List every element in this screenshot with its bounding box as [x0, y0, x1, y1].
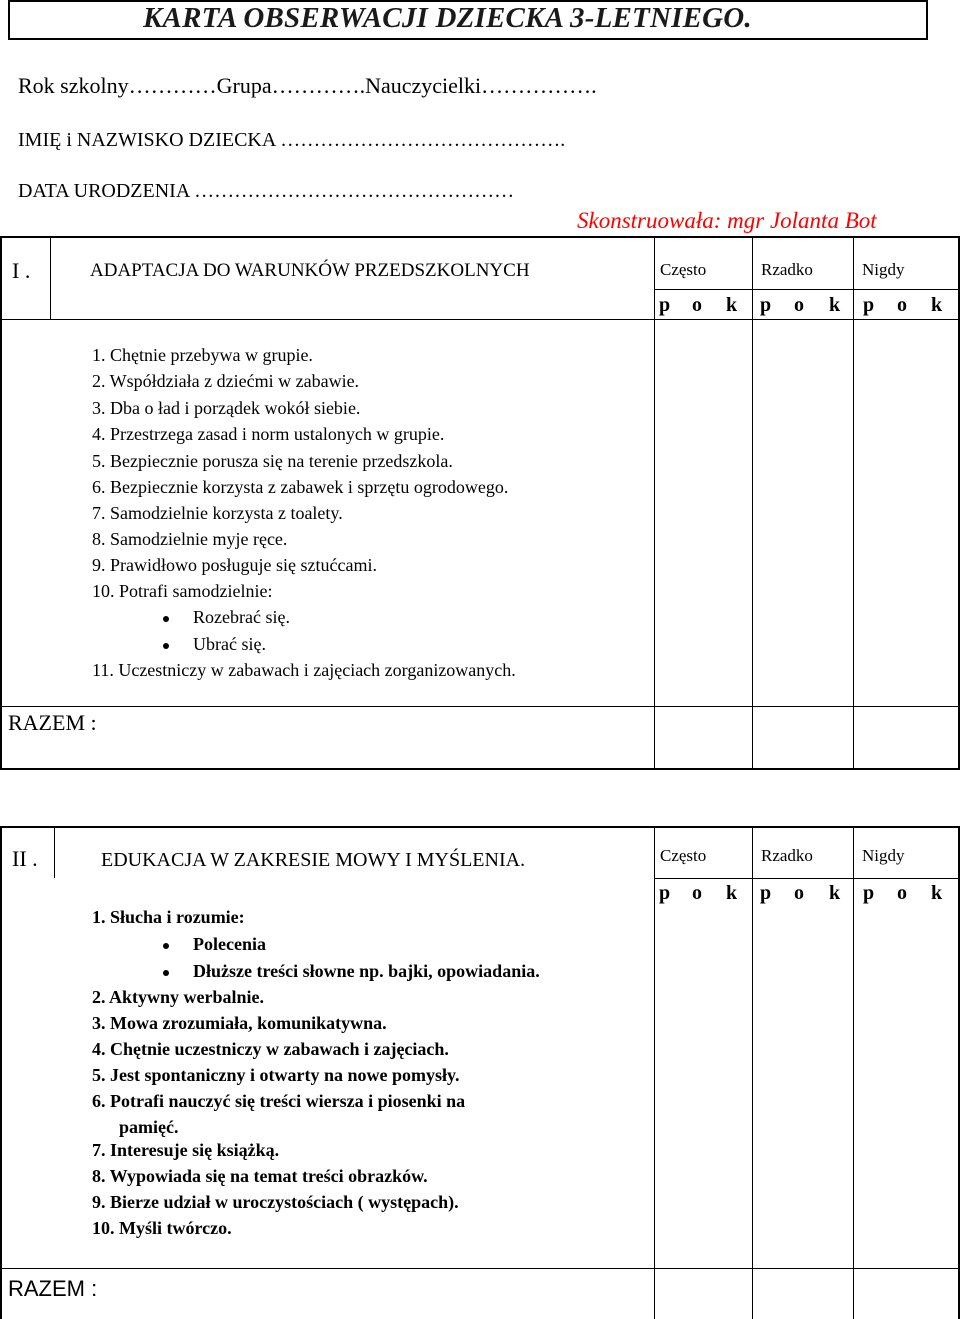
table2-pok-divider [654, 878, 960, 879]
bullet-icon [163, 970, 169, 976]
section1-col-rzadko: Rzadko [761, 260, 813, 279]
section1-pok-label: o [794, 294, 804, 316]
section1-col-czesto: Często [660, 260, 707, 279]
section2-pok-label: p [760, 882, 772, 904]
table2-number-divider [54, 826, 55, 878]
section1-pok-label: p [659, 294, 671, 316]
section1-subitem: Ubrać się. [193, 634, 266, 654]
table1-top-border [0, 236, 960, 238]
section2-pok-label: k [829, 882, 841, 904]
section2-subitem: Polecenia [193, 934, 266, 954]
section1-subitem: Rozebrać się. [193, 607, 290, 627]
section2-total-label: RAZEM : [8, 1276, 98, 1301]
section2-item: 7. Interesuje się książką. [92, 1140, 280, 1160]
section2-item: 3. Mowa zrozumiała, komunikatywna. [92, 1013, 387, 1033]
section1-item: 9. Prawidłowo posługuje się sztućcami. [92, 555, 377, 575]
author-credit: Skonstruowała: mgr Jolanta Bot [577, 208, 877, 233]
section2-item: 5. Jest spontaniczny i otwarty na nowe pomysły. [92, 1065, 460, 1085]
section1-item: 10. Potrafi samodzielnie: [92, 581, 273, 601]
school-year-group-teachers-field: Rok szkolny…………Grupa………….Nauczycielki……………. [18, 73, 597, 98]
section1-item: 8. Samodzielnie myje ręce. [92, 529, 288, 549]
section2-item: 10. Myśli twórczo. [92, 1218, 232, 1238]
section2-item: 9. Bierze udział w uroczystościach ( występach). [92, 1192, 459, 1212]
section2-col-rzadko: Rzadko [761, 846, 813, 865]
section1-pok-label: k [931, 294, 943, 316]
table1-col-divider-1 [654, 236, 655, 770]
section1-item: 2. Współdziała z dziećmi w zabawie. [92, 371, 360, 391]
section1-number: I . [12, 258, 31, 283]
table2-col-divider-1 [654, 826, 655, 1319]
document-title: KARTA OBSERWACJI DZIECKA 3-LETNIEGO. [143, 2, 752, 34]
section1-col-nigdy: Nigdy [862, 260, 905, 279]
table2-col-divider-2 [752, 826, 753, 1319]
section1-pok-label: o [897, 294, 907, 316]
section1-pok-label: p [760, 294, 772, 316]
table2-total-divider [0, 1268, 960, 1269]
section2-item: 4. Chętnie uczestniczy w zabawach i zajęciach. [92, 1039, 449, 1059]
table1-col-divider-3 [853, 236, 854, 770]
section2-pok-label: p [659, 882, 671, 904]
section2-number: II . [12, 846, 38, 871]
section1-total-label: RAZEM : [8, 710, 97, 735]
section1-pok-label: p [863, 294, 875, 316]
section2-subitem: Dłuższe treści słowne np. bajki, opowiadania. [193, 961, 540, 981]
table2-top-border [0, 826, 960, 828]
section1-item: 3. Dba o ład i porządek wokół siebie. [92, 398, 361, 418]
table1-header-divider [0, 319, 960, 320]
bullet-icon [163, 943, 169, 949]
table1-col-divider-2 [752, 236, 753, 770]
bullet-icon [163, 616, 169, 622]
table1-bottom-border [0, 768, 960, 770]
child-name-field: IMIĘ i NAZWISKO DZIECKA ……………………………………. [18, 129, 566, 151]
section2-col-nigdy: Nigdy [862, 846, 905, 865]
section1-item: 1. Chętnie przebywa w grupie. [92, 345, 313, 365]
section1-item: 4. Przestrzega zasad i norm ustalonych w grupie. [92, 424, 445, 444]
section1-pok-label: k [829, 294, 841, 316]
section2-pok-label: k [726, 882, 738, 904]
section1-item: 11. Uczestniczy w zabawach i zajęciach zorganizowanych. [92, 660, 516, 680]
table1-left-border [0, 236, 2, 770]
section1-title: ADAPTACJA DO WARUNKÓW PRZEDSZKOLNYCH [90, 260, 530, 281]
section1-item: 7. Samodzielnie korzysta z toalety. [92, 503, 343, 523]
section1-item: 6. Bezpiecznie korzysta z zabawek i sprzętu ogrodowego. [92, 477, 509, 497]
table2-col-divider-3 [853, 826, 854, 1319]
section2-item: 8. Wypowiada się na temat treści obrazków. [92, 1166, 428, 1186]
table1-total-divider [0, 706, 960, 707]
section2-item: 2. Aktywny werbalnie. [92, 987, 265, 1007]
section2-pok-label: o [794, 882, 804, 904]
section2-item: pamięć. [92, 1117, 179, 1137]
section1-pok-label: k [726, 294, 738, 316]
table1-number-divider [50, 236, 51, 320]
section2-pok-label: o [897, 882, 907, 904]
section2-pok-label: o [692, 882, 702, 904]
section2-pok-label: p [863, 882, 875, 904]
section2-col-czesto: Często [660, 846, 707, 865]
section1-item: 5. Bezpiecznie porusza się na terenie przedszkola. [92, 451, 453, 471]
birth-date-field: DATA URODZENIA ………………………………………… [18, 180, 515, 202]
table1-pok-divider [654, 289, 960, 290]
section1-pok-label: o [692, 294, 702, 316]
section2-title: EDUKACJA W ZAKRESIE MOWY I MYŚLENIA. [101, 849, 526, 871]
section2-item: 1. Słucha i rozumie: [92, 907, 245, 927]
section2-pok-label: k [931, 882, 943, 904]
table2-left-border [0, 826, 2, 1319]
section2-item: 6. Potrafi nauczyć się treści wiersza i piosenki na [92, 1091, 466, 1111]
bullet-icon [163, 643, 169, 649]
